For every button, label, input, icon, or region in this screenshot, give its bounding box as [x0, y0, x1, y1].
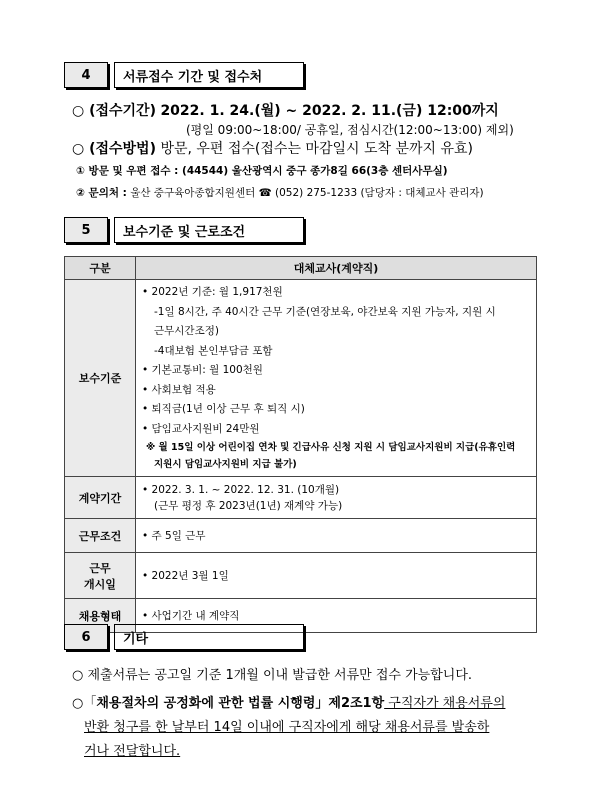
method-value: 방문, 우편 접수(접수는 마감일시 도착 분까지 유효): [160, 141, 473, 157]
table-row-pay: [65, 280, 537, 477]
period-value: 2022. 1. 24.(월) ~ 2022. 2. 11.(금) 12:00까지: [160, 103, 499, 119]
work-label: 근무조건: [65, 519, 136, 553]
etc-line-2: [72, 692, 505, 711]
law-name: 채용절차의 공정화에 관한 법률 시행령: [96, 696, 316, 711]
reception-item-2: [76, 185, 484, 200]
header-category: 구분: [65, 257, 136, 280]
section-6-header: [64, 624, 304, 650]
section-title: 서류접수 기간 및 접수처: [114, 62, 304, 88]
section-4-header: [64, 62, 304, 88]
reception-method: [72, 138, 473, 158]
table-row-work: [65, 519, 537, 553]
table-row-contract: [65, 477, 537, 519]
table-header-row: [65, 257, 537, 280]
pay-line: 근무시간조정): [154, 325, 219, 337]
etc-line-2-suffix: 구직자가 채용서류의: [384, 696, 506, 711]
section-title: 보수기준 및 근로조건: [114, 217, 304, 243]
pay-line: • 2022년 기준: 월 1,917천원: [142, 286, 283, 298]
pay-line: • 기본교통비: 월 100천원: [142, 364, 263, 376]
etc-line-1: ○ 제출서류는 공고일 기준 1개월 이내 발급한 서류만 접수 가능합니다.: [72, 668, 473, 683]
pay-line: -1일 8시간, 주 40시간 근무 기준(연장보육, 야간보육 지원 가능자, 지원 시: [154, 305, 496, 318]
contract-label: 계약기간: [65, 477, 136, 519]
header-substitute-teacher: 대체교사(계약직): [136, 257, 537, 280]
section-number: 6: [64, 624, 108, 650]
law-article: 」제2조1항: [315, 696, 385, 711]
contract-line: • 2022. 3. 1. ~ 2022. 12. 31. (10개월): [142, 483, 340, 496]
etc-line-2-prefix: ○「: [72, 696, 97, 711]
reception-item-1: ① 방문 및 우편 접수 : (44544) 울산광역시 중구 종가8길 66(3층 센터사무실): [76, 165, 448, 177]
hire-content: • 사업기간 내 계약직: [136, 599, 537, 633]
conditions-table: [64, 256, 537, 633]
hire-label: 채용형태: [65, 599, 136, 633]
pay-line: • 퇴직금(1년 이상 근무 후 퇴직 시): [142, 403, 305, 415]
start-label-line: 개시일: [84, 577, 116, 591]
section-number: 4: [64, 62, 108, 88]
section-title: 기타: [114, 624, 304, 650]
start-label-line: 근무: [89, 561, 111, 575]
section-5-header: [64, 217, 304, 243]
period-label: ○ (접수기간): [72, 103, 156, 119]
etc-line-4: 거나 전달합니다.: [84, 744, 181, 759]
reception-period: [72, 100, 499, 120]
start-label: [65, 553, 136, 599]
table-row-start: [65, 553, 537, 599]
start-content: • 2022년 3월 1일: [136, 553, 537, 599]
contract-line: (근무 평정 후 2023년(1년) 재계약 가능): [154, 499, 343, 512]
pay-line: -4대보험 본인부담금 포함: [154, 344, 273, 357]
work-content: • 주 5일 근무: [136, 519, 537, 553]
section-number: 5: [64, 217, 108, 243]
pay-line: • 담임교사지원비 24만원: [142, 422, 260, 435]
item2-value: 울산 중구육아종합지원센터 ☎ (052) 275-1233 (담당자 : 대체교사 관리자): [130, 187, 484, 199]
item2-label: ② 문의처 :: [76, 187, 127, 199]
period-note: (평일 09:00~18:00/ 공휴일, 점심시간(12:00~13:00) 제외): [186, 123, 514, 137]
pay-note: 지원시 담임교사지원비 지급 불가): [154, 459, 297, 470]
pay-content: [136, 280, 537, 477]
method-label: ○ (접수방법): [72, 141, 156, 157]
pay-label: 보수기준: [65, 280, 136, 477]
contract-content: [136, 477, 537, 519]
pay-line: • 사회보험 적용: [142, 383, 216, 396]
pay-note: ※ 월 15일 이상 어린이집 연차 및 긴급사유 신청 지원 시 담임교사지원비 지급(유휴인력: [146, 442, 516, 453]
etc-line-3: 반환 청구를 한 날부터 14일 이내에 구직자에게 해당 채용서류를 발송하: [84, 720, 490, 735]
